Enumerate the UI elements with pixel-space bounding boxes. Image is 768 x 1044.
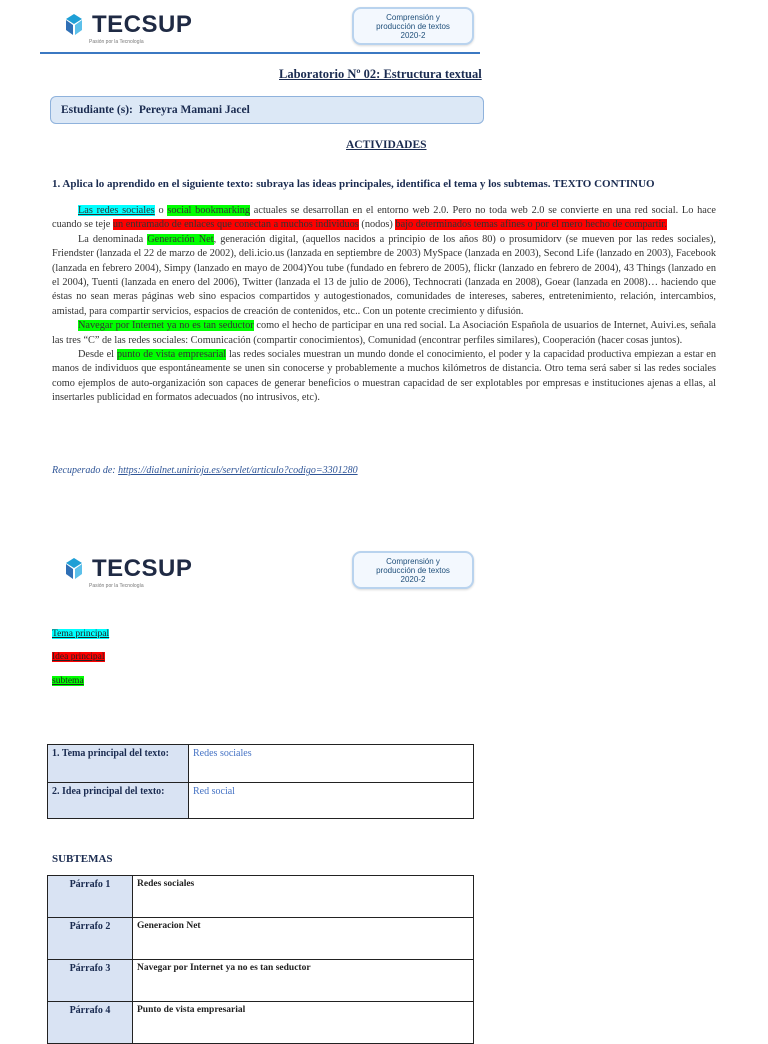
text-span: La denominada (78, 233, 148, 245)
table-row (48, 918, 474, 960)
student-box (50, 96, 484, 124)
subtemas-table (47, 875, 474, 1044)
tema-highlight: Las redes sociales (78, 205, 155, 216)
paragraph-3 (52, 319, 716, 348)
course-badge (352, 7, 474, 45)
table-row (48, 745, 474, 783)
paragraph-4 (52, 348, 716, 406)
text-span: , generación digital, (aquellos nacidos a principio de los años 80) o prosumidorv (se mueven por las redes sociales), Friendster (lanzada el 22 de marzo de 2002), deli.icio.us (lanzada en septiembre de 2003) MySpace (lanzada en 2003), Second Life (lanzado en 2003), Facebook (lanzada en febrero 2004), Simpy (lanzado en mayo de 2004)You tube (fundado en febrero de 2005), flickr (lanzado en febrero de 2004), 43 Things (lanzado en el 2004), Tuenti (lanzada en enero del 2006), Twitter (lanzada el 13 de julio de 2006), Technocrati (lanzada en 2008), Goear (lanzada en 2008)… haciendo que éstas no sean meras páginas web sino espacios compartidos y autogestionados, comunidades de intereses, saberes, entretenimiento, relación, intercambios, amistad, para compartir servicios, espacios de creación de contenidos, etc.. Con un potente crecimiento y difusión. (52, 233, 716, 317)
subtema-highlight: social bookmarking (167, 205, 251, 216)
text-span: como el hecho de participar en una red social. La Asociación Española de usuarios de Internet, Auivi.es, señala las tres “C” de las redes sociales: Comunicación (compartir conocimientos), Comunidad (encontrar perfiles similares), Cooperación (hacer cosas juntos). (52, 320, 716, 346)
paragraph-2 (52, 233, 716, 319)
text-span: actuales se desarrollan en el entorno web 2.0. Pero no toda web 2.0 se convierte en una red social. Lo hace cuando se teje (52, 205, 716, 231)
tema-value[interactable]: Redes sociales (189, 745, 474, 783)
text-span: o (154, 205, 168, 216)
idea-highlight: bajo determinados temas afines o por el mero hecho de compartir. (395, 219, 667, 231)
student-name: Pereyra Mamani Jacel (138, 104, 250, 116)
source-label: Recuperado de: (52, 465, 119, 476)
logo-text: TECSUP (92, 555, 193, 582)
paragraph-subtema[interactable]: Punto de vista empresarial (133, 1002, 474, 1044)
paragraph-label: Párrafo 3 (48, 960, 133, 1002)
idea-highlight: un entramado de enlaces que conectan a muchos individuos (112, 219, 359, 231)
badge-line: 2020-2 (400, 574, 426, 584)
text-span: Desde el (78, 349, 117, 361)
tecsup-logo (62, 11, 193, 45)
idea-value[interactable]: Red social (189, 783, 474, 819)
idea-label: 2. Idea principal del texto: (48, 783, 189, 819)
table-row (48, 783, 474, 819)
paragraph-subtema[interactable]: Generacion Net (133, 918, 474, 960)
activities-heading: ACTIVIDADES (346, 139, 427, 151)
course-badge (352, 551, 474, 589)
student-label: Estudiante (s): (61, 104, 133, 116)
badge-line: Comprensión y (386, 12, 440, 22)
legend-tema (52, 629, 109, 639)
text-span: (nodos) (358, 219, 396, 231)
logo-tagline: Pasión por la Tecnología (89, 583, 144, 589)
paragraph-label: Párrafo 2 (48, 918, 133, 960)
tecsup-logo-icon (62, 557, 86, 581)
table-row (48, 1002, 474, 1044)
paragraph-label: Párrafo 4 (48, 1002, 133, 1044)
header-divider (40, 52, 480, 54)
paragraph-subtema[interactable]: Redes sociales (133, 876, 474, 918)
legend-idea (52, 652, 105, 662)
paragraph-subtema[interactable]: Navegar por Internet ya no es tan seductor (133, 960, 474, 1002)
tema-label: 1. Tema principal del texto: (48, 745, 189, 783)
table-row (48, 960, 474, 1002)
legend-subtema-label: subtema (52, 676, 84, 686)
text-body (52, 204, 716, 406)
badge-line: 2020-2 (400, 30, 426, 40)
paragraph-1 (52, 204, 716, 233)
source-citation (52, 465, 358, 476)
main-table (47, 744, 474, 819)
subtemas-heading: SUBTEMAS (52, 853, 113, 865)
subtema-highlight: Navegar por Internet ya no es tan seductor (78, 320, 254, 332)
tecsup-logo (62, 555, 193, 589)
subtema-highlight: Generación Net (147, 233, 214, 245)
badge-line: Comprensión y (386, 556, 440, 566)
badge-line: producción de textos (376, 21, 450, 31)
logo-tagline: Pasión por la Tecnología (89, 39, 144, 45)
table-row (48, 876, 474, 918)
source-link[interactable]: https://dialnet.unirioja.es/servlet/articulo?codigo=3301280 (118, 465, 358, 476)
text-span: las redes sociales muestran un mundo donde el conocimiento, el poder y la capacidad productiva empiezan a estar en manos de individuos que espontáneamente se unen sin conocerse y probablemente a muchos kilómetros de distancia. Otro tema será saber si las redes sociales como ejemplos de auto-organización son capaces de generar beneficios o muestran capacidad de ser explotables por empresas e instituciones ajenas a ellas, al insertarles publicidad en formatos adecuados (no intrusivos, etc). (52, 349, 717, 404)
subtema-highlight: punto de vista empresarial (116, 349, 227, 361)
tecsup-logo-icon (62, 13, 86, 37)
question-1: 1. Aplica lo aprendido en el siguiente texto: subraya las ideas principales, identifica el tema y los subtemas. TEXTO CONTINUO (52, 178, 655, 190)
paragraph-label: Párrafo 1 (48, 876, 133, 918)
legend-tema-label: Tema principal (52, 629, 110, 639)
legend-idea-label: Idea principal (52, 652, 105, 662)
lab-title: Laboratorio Nº 02: Estructura textual (279, 67, 482, 81)
logo-text: TECSUP (92, 11, 193, 38)
badge-line: producción de textos (376, 565, 450, 575)
legend-subtema (52, 676, 84, 686)
